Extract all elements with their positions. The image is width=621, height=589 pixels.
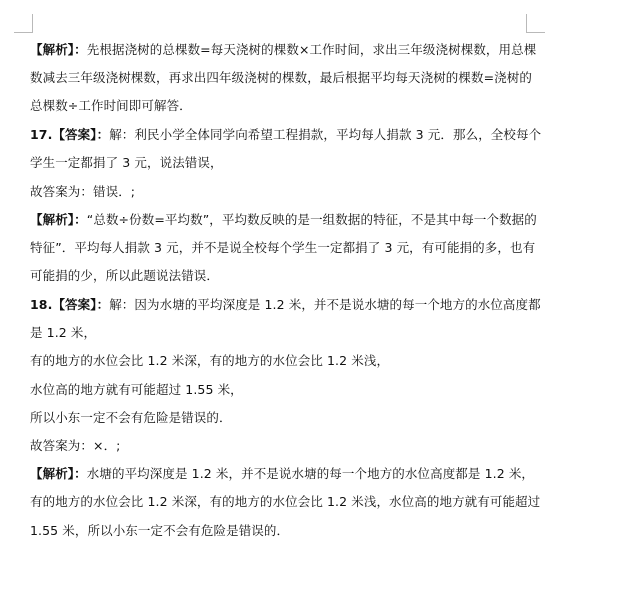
text-line [30, 353, 389, 369]
text-line [30, 438, 121, 454]
line-text: 解：利民小学全体同学向希望工程捐款，平均每人捐款 3 元．那么，全校每个 [109, 127, 542, 142]
text-line [30, 127, 541, 143]
text-line [30, 70, 532, 86]
line-text: 总棵数÷工作时间即可解答． [30, 98, 192, 113]
line-tag: 17.【答案】： [30, 127, 110, 142]
text-line [30, 268, 219, 284]
text-line [30, 155, 223, 171]
line-text: 解：因为水塘的平均深度是 1.2 米，并不是说水塘的每一个地方的水位高度都 [109, 297, 541, 312]
text-line [30, 410, 232, 426]
text-line [30, 98, 192, 114]
text-line [30, 466, 534, 482]
line-tag: 18.【答案】： [30, 297, 110, 312]
text-line [30, 523, 289, 539]
line-text: 可能捐的少，所以此题说法错误． [30, 268, 220, 283]
line-text: 所以小东一定不会有危险是错误的． [30, 410, 232, 425]
page-corner-mark-top-right [526, 14, 545, 33]
text-line [30, 240, 535, 256]
line-text: 特征”．平均每人捐款 3 元，并不是说全校每个学生一定都捐了 3 元，有可能捐的多，也有 [30, 240, 536, 255]
line-text: 先根据浇树的总棵数=每天浇树的棵数×工作时间，求出三年级浇树棵数，用总棵 [86, 42, 537, 57]
line-text: 水位高的地方就有可能超过 1.55 米， [30, 382, 243, 397]
line-text: 水塘的平均深度是 1.2 米，并不是说水塘的每一个地方的水位高度都是 1.2 米， [86, 466, 535, 481]
text-line [30, 494, 540, 510]
line-text: 有的地方的水位会比 1.2 米深，有的地方的水位会比 1.2 米浅， [30, 353, 390, 368]
line-text: 数减去三年级浇树棵数，再求出四年级浇树的棵数，最后根据平均每天浇树的棵数=浇树的 [30, 70, 532, 85]
text-line [30, 297, 541, 313]
text-line [30, 42, 536, 58]
line-text: 1.55 米，所以小东一定不会有危险是错误的． [30, 523, 290, 538]
text-line [30, 325, 96, 341]
line-text: 有的地方的水位会比 1.2 米深，有的地方的水位会比 1.2 米浅，水位高的地方就有可能超过 [30, 494, 541, 509]
line-text: 故答案为：错误．; [30, 184, 136, 199]
line-text: 故答案为：×．; [30, 438, 121, 453]
line-tag: 【解析】： [30, 466, 87, 481]
text-line [30, 382, 243, 398]
line-tag: 【解析】： [30, 42, 87, 57]
text-line [30, 184, 135, 200]
line-text: “总数÷份数=平均数”，平均数反映的是一组数据的特征，不是其中每一个数据的 [86, 212, 537, 227]
page-corner-mark-top-left [14, 14, 33, 33]
line-text: 是 1.2 米， [30, 325, 97, 340]
text-line [30, 212, 537, 228]
line-text: 学生一定都捐了 3 元，说法错误， [30, 155, 223, 170]
line-tag: 【解析】： [30, 212, 87, 227]
